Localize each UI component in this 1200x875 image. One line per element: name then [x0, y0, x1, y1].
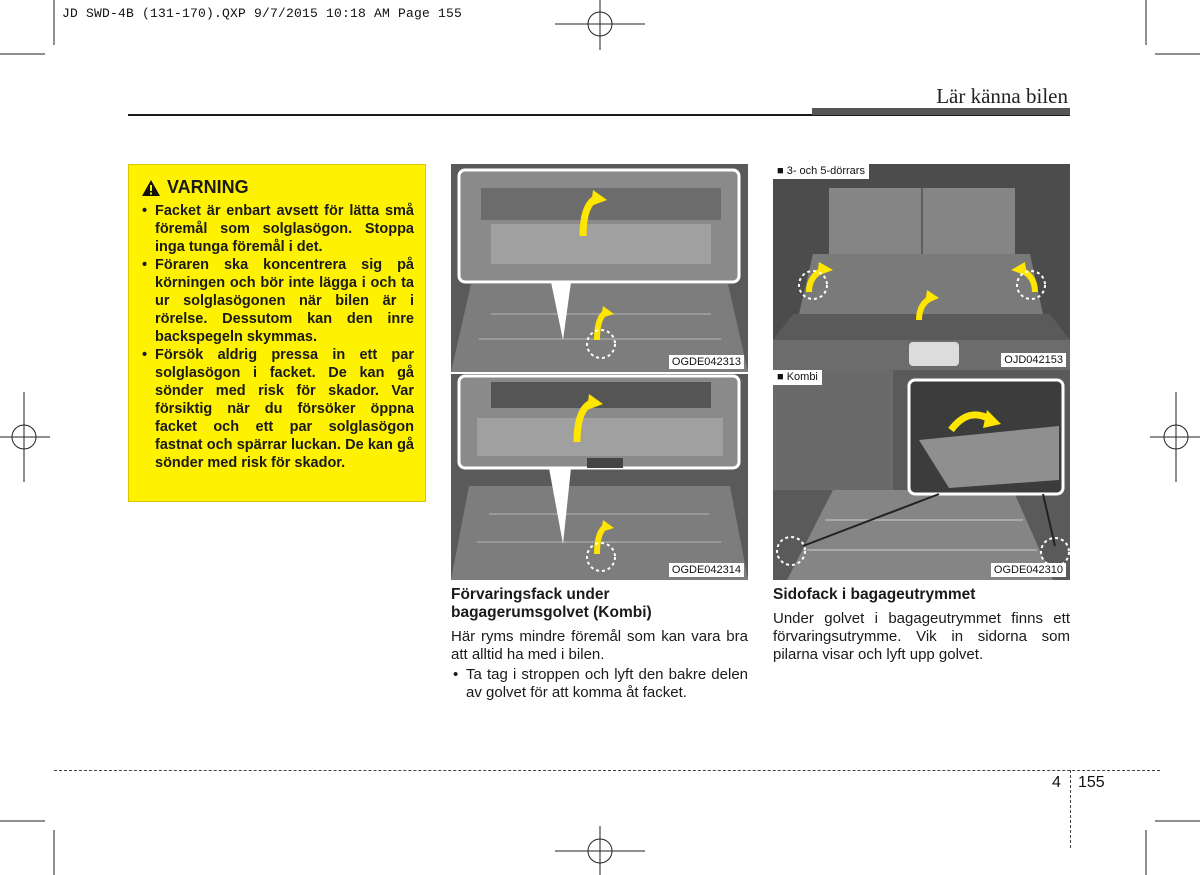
warning-title: VARNING — [167, 177, 249, 197]
section-heading: Förvaringsfack under bagagerumsgolvet (Kombi) — [451, 586, 652, 621]
section-paragraph: Under golvet i bagageutrymmet finns ett förvaringsutrymme. Vik in sidorna som pilarna visar och lyft upp golvet. — [773, 610, 1070, 663]
section-storage-under-floor — [451, 586, 748, 702]
registration-mark-bottom — [555, 826, 645, 875]
footer-dashed-rule — [54, 770, 1160, 771]
figure-variant-tag: ■ 3- och 5-dörrars — [773, 164, 869, 179]
registration-mark-left — [0, 392, 50, 482]
figure-code: OJD042153 — [1001, 353, 1066, 367]
figure-code: OGDE042313 — [669, 355, 744, 369]
registration-mark-top — [555, 0, 645, 50]
warning-item: • Försök aldrig pressa in ett par solglasögon i facket. De kan gå sönder med risk för skador. Var försiktig när du försöker öppna facket och ett par solglasögon fastnat och spärrar luckan. De kan gå sönder med risk för skador. — [141, 346, 414, 472]
registration-mark-right — [1150, 392, 1200, 482]
page-number: 155 — [1078, 774, 1105, 791]
warning-box — [128, 164, 426, 502]
footer-dashed-divider — [1070, 770, 1071, 848]
section-heading: Sidofack i bagageutrymmet — [773, 586, 976, 603]
cargo-floor-illustration — [451, 164, 748, 372]
section-side-compartment — [773, 586, 1070, 664]
cargo-floor-illustration — [451, 374, 748, 580]
section-bullet: • Ta tag i stroppen och lyft den bakre delen av golvet för att komma åt facket. — [451, 666, 748, 702]
figure-cargo-floor-top — [451, 164, 748, 372]
figure-side-compartment-wagon — [773, 370, 1070, 580]
section-paragraph: Här ryms mindre föremål som kan vara bra att alltid ha med i bilen. — [451, 628, 748, 663]
section-title: Lär känna bilen — [936, 84, 1068, 108]
chapter-number: 4 — [1052, 774, 1061, 791]
figure-variant-tag: ■ Kombi — [773, 370, 822, 385]
header-rule-accent — [812, 108, 1070, 115]
warning-list — [141, 202, 414, 472]
warning-item: • Facket är enbart avsett för lätta små föremål som solglasögon. Stoppa inga tunga föremål i det. — [141, 202, 414, 256]
warning-heading — [141, 177, 414, 198]
figure-cargo-floor-bottom — [451, 374, 748, 580]
print-slug: JD SWD-4B (131-170).QXP 9/7/2015 10:18 AM Page 155 — [62, 6, 463, 21]
figure-code: OGDE042310 — [991, 563, 1066, 577]
figure-side-compartment-hatch — [773, 164, 1070, 370]
warning-triangle-icon — [141, 179, 161, 197]
trunk-illustration — [773, 164, 1070, 370]
figure-code: OGDE042314 — [669, 563, 744, 577]
trunk-illustration — [773, 370, 1070, 580]
warning-item: • Föraren ska koncentrera sig på körningen och bör inte lägga i och ta ur solglasögonen när bilen är i rörelse. Dessutom kan den inre backspegeln skymmas. — [141, 256, 414, 346]
